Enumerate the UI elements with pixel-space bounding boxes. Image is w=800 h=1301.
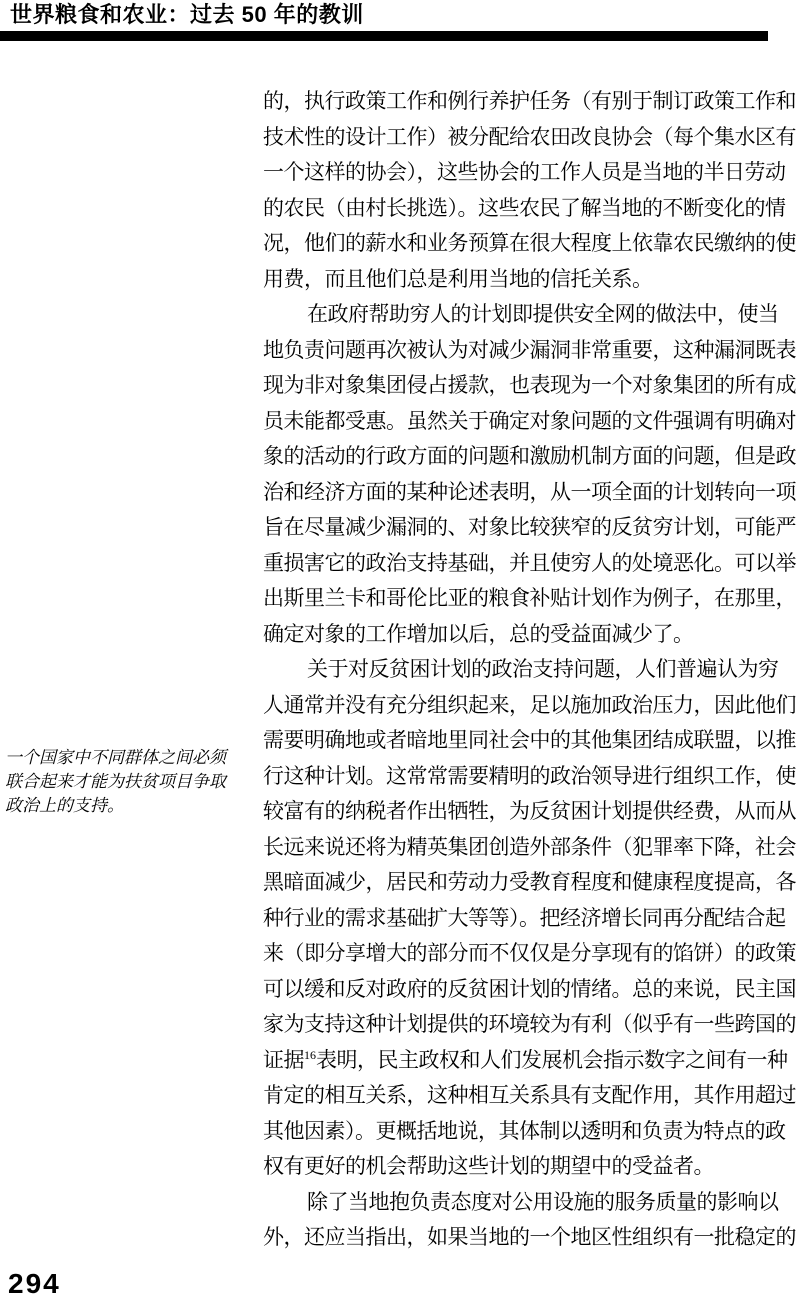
body-line: 重损害它的政治支持基础，并且使穷人的处境恶化。可以举 bbox=[263, 550, 796, 575]
body-line: 较富有的纳税者作出牺牲，为反贫困计划提供经费，从而从 bbox=[263, 799, 796, 823]
body-line: 来（即分享增大的部分而不仅仅是分享现有的馅饼）的政策 bbox=[263, 941, 796, 965]
header-rule bbox=[0, 31, 768, 41]
body-line: 长远来说还将为精英集团创造外部条件（犯罪率下降，社会 bbox=[263, 834, 796, 859]
body-line: 旨在尽量减少漏洞的、对象比较狭窄的反贫穷计划，可能严 bbox=[263, 515, 796, 539]
body-line: 外，还应当指出，如果当地的一个地区性组织有一批稳定的 bbox=[263, 1225, 796, 1249]
margin-note-line: 政治上的支持。 bbox=[5, 796, 124, 815]
body-line: 用费，而且他们总是利用当地的信托关系。 bbox=[263, 266, 653, 291]
margin-note-line: 联合起来才能为扶贫项目争取 bbox=[5, 772, 226, 791]
body-line: 确定对象的工作增加以后，总的受益面减少了。 bbox=[263, 621, 694, 646]
running-header-title: 世界粮食和农业：过去 50 年的教训 bbox=[10, 2, 364, 27]
body-line: 其他因素）。更概括地说，其体制以透明和负责为特点的政 bbox=[263, 1118, 786, 1143]
page-number: 294 bbox=[8, 1268, 61, 1299]
body-line: 种行业的需求基础扩大等等）。把经济增长同再分配结合起 bbox=[263, 905, 786, 930]
body-line: 况，他们的薪水和业务预算在很大程度上依靠农民缴纳的使 bbox=[263, 231, 796, 255]
body-line: 人通常并没有充分组织起来，足以施加政治压力，因此他们 bbox=[263, 692, 796, 717]
body-line: 象的活动的行政方面的问题和激励机制方面的问题，但是政 bbox=[263, 444, 796, 468]
body-line: 黑暗面减少，居民和劳动力受教育程度和健康程度提高，各 bbox=[263, 870, 796, 894]
body-line-text: 证据 bbox=[263, 1047, 304, 1072]
body-line: 关于对反贫困计划的政治支持问题，人们普遍认为穷 bbox=[307, 657, 779, 681]
body-line: 出斯里兰卡和哥伦比亚的粮食补贴计划作为例子，在那里， bbox=[263, 586, 796, 610]
body-line bbox=[263, 1043, 800, 1079]
body-line: 的，执行政策工作和例行养护任务（有别于制订政策工作和 bbox=[263, 89, 796, 113]
body-line: 地负责问题再次被认为对减少漏洞非常重要，这种漏洞既表 bbox=[263, 337, 796, 362]
body-text bbox=[263, 84, 800, 1256]
body-line: 治和经济方面的某种论述表明，从一项全面的计划转向一项 bbox=[263, 479, 796, 504]
body-line: 现为非对象集团侵占援款，也表现为一个对象集团的所有成 bbox=[263, 373, 796, 397]
body-line: 技术性的设计工作）被分配给农田改良协会（每个集水区有 bbox=[263, 124, 796, 149]
body-line: 的农民（由村长挑选）。这些农民了解当地的不断变化的情 bbox=[263, 195, 786, 220]
footnote-reference: 16 bbox=[304, 1047, 316, 1062]
body-line: 在政府帮助穷人的计划即提供安全网的做法中，使当 bbox=[307, 302, 779, 326]
margin-note bbox=[5, 746, 255, 818]
body-line: 家为支持这种计划提供的环境较为有利（似乎有一些跨国的 bbox=[263, 1012, 796, 1036]
body-line: 需要明确地或者暗地里同社会中的其他集团结成联盟，以推 bbox=[263, 728, 796, 752]
body-line: 肯定的相互关系，这种相互关系具有支配作用，其作用超过 bbox=[263, 1083, 796, 1107]
body-line: 行这种计划。这常常需要精明的政治领导进行组织工作，使 bbox=[263, 763, 796, 788]
body-line: 员未能都受惠。虽然关于确定对象问题的文件强调有明确对 bbox=[263, 408, 796, 433]
body-line: 一个这样的协会），这些协会的工作人员是当地的半日劳动 bbox=[263, 160, 786, 184]
body-line-text: 表明，民主政权和人们发展机会指示数字之间有一种 bbox=[316, 1047, 788, 1072]
body-line: 可以缓和反对政府的反贫困计划的情绪。总的来说，民主国 bbox=[263, 976, 796, 1001]
body-line: 权有更好的机会帮助这些计划的期望中的受益者。 bbox=[263, 1154, 714, 1178]
body-line: 除了当地抱负责态度对公用设施的服务质量的影响以 bbox=[307, 1189, 779, 1214]
margin-note-line: 一个国家中不同群体之间必须 bbox=[5, 748, 226, 767]
